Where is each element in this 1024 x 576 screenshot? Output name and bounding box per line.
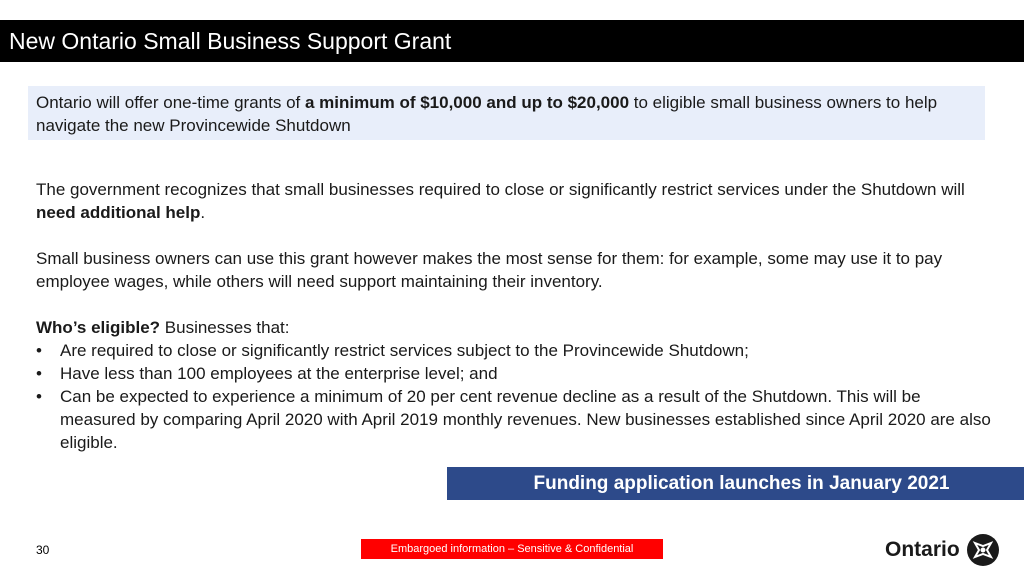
slide-title: New Ontario Small Business Support Grant bbox=[0, 20, 1024, 62]
logo-text: Ontario bbox=[885, 538, 960, 561]
eligibility-intro: Businesses that: bbox=[160, 318, 290, 337]
highlight-text-pre: Ontario will offer one-time grants of bbox=[36, 93, 305, 112]
ontario-trillium-icon bbox=[966, 533, 1000, 567]
paragraph1-post: . bbox=[200, 203, 206, 222]
bullet-dot: • bbox=[36, 341, 42, 360]
eligibility-item-text: Are required to close or significantly restrict services subject to the Provincewide Shutdown; bbox=[60, 341, 749, 360]
page-number: 30 bbox=[36, 543, 50, 557]
bullet-dot: • bbox=[36, 364, 42, 383]
paragraph-usage: Small business owners can use this grant however makes the most sense for them: for example, some may use it to pay employee wages, while others will need support maintaining their inventory. bbox=[36, 249, 943, 291]
eligibility-item bbox=[36, 362, 996, 385]
paragraph1-pre: The government recognizes that small businesses required to close or significantly restrict services under the Shutdown will bbox=[36, 180, 965, 199]
highlight-box bbox=[28, 86, 985, 140]
eligibility-heading-line bbox=[36, 316, 996, 339]
embargo-label: Embargoed information – Sensitive & Confidential bbox=[361, 539, 663, 559]
eligibility-item bbox=[36, 339, 996, 362]
highlight-amount: a minimum of $10,000 and up to $20,000 bbox=[304, 93, 630, 112]
ontario-logo bbox=[885, 532, 1000, 568]
bullet-dot: • bbox=[36, 387, 42, 406]
eligibility-item-text: Have less than 100 employees at the enterprise level; and bbox=[60, 364, 498, 383]
eligibility-section bbox=[36, 316, 996, 454]
eligibility-item bbox=[36, 385, 996, 454]
eligibility-heading: Who’s eligible? bbox=[36, 318, 161, 337]
paragraph-recognition bbox=[36, 178, 996, 224]
eligibility-list bbox=[36, 339, 996, 454]
funding-banner: Funding application launches in January 2021 bbox=[447, 467, 1024, 500]
paragraph1-bold: need additional help bbox=[36, 203, 201, 222]
highlight-text-post: to eligible small business owners to help navigate the new Provincewide Shutdown bbox=[36, 93, 938, 135]
eligibility-item-text: Can be expected to experience a minimum of 20 per cent revenue decline as a result of the Shutdown. This will be measured by comparing April 2020 with April 2019 monthly revenues. New businesses established since April 2020 are also eligible. bbox=[60, 387, 991, 452]
